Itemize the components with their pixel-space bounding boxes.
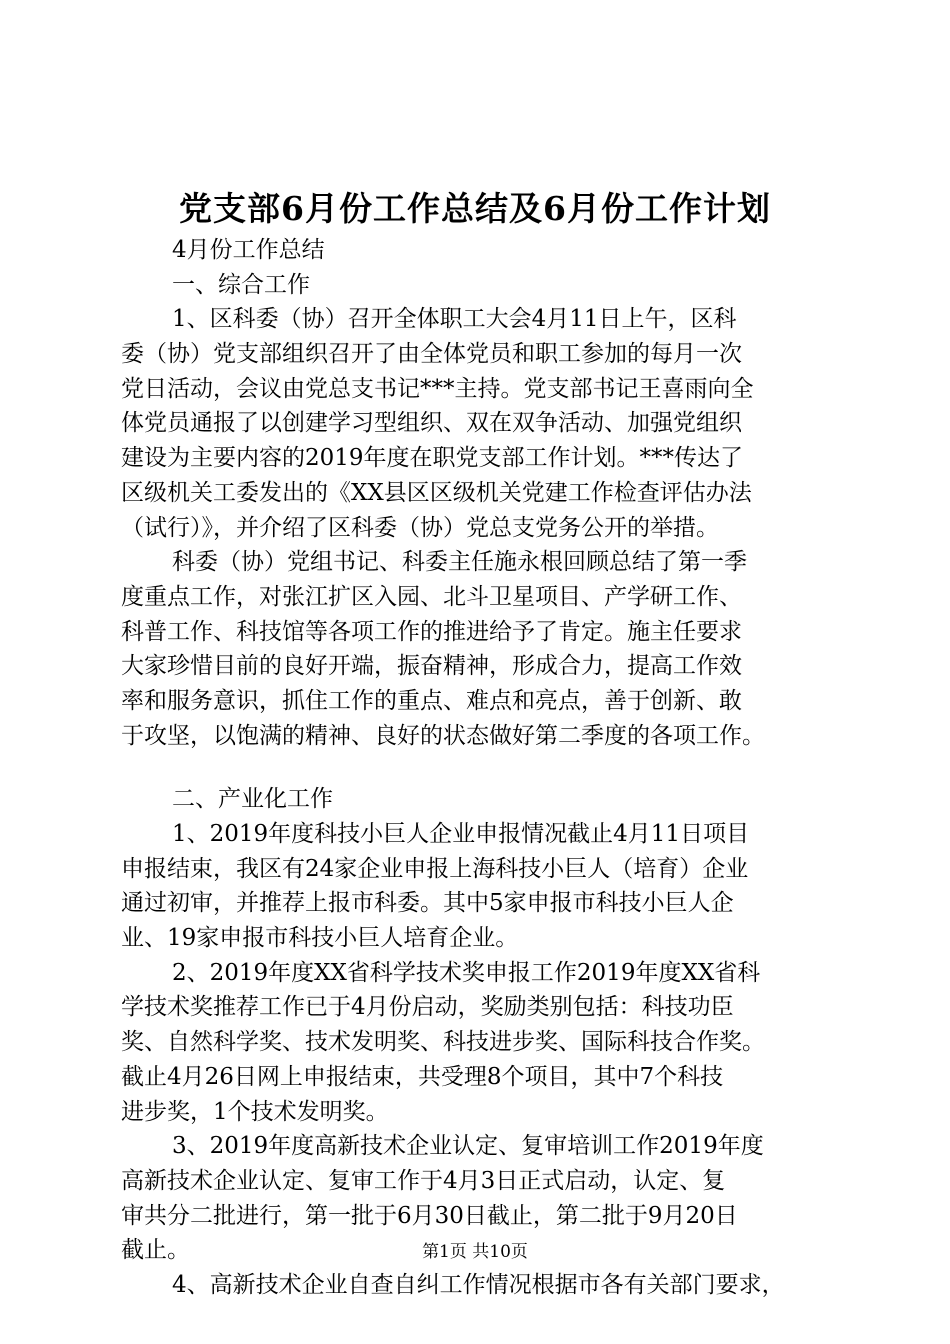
paragraph-line: 业、19家申报市科技小巨人培育企业。 [121,925,519,952]
paragraph-line: 高新技术企业认定、复审工作于4月3日正式启动，认定、复 [121,1167,726,1194]
paragraph-line: 4、高新技术企业自查自纠工作情况根据市各有关部门要求， [172,1271,785,1298]
paragraph-line: 区级机关工委发出的《XX县区区级机关党建工作检查评估办法 [121,479,752,506]
paragraph-line: 2、2019年度XX省科学技术奖申报工作2019年度XX省科 [172,959,761,986]
paragraph-line: 学技术奖推荐工作已于4月份启动，奖励类别包括：科技功臣 [121,994,734,1021]
paragraph-line: 通过初审，并推荐上报市科委。其中5家申报市科技小巨人企 [121,890,734,917]
paragraph-line: 体党员通报了以创建学习型组织、双在双争活动、加强党组织 [121,410,742,437]
paragraph-line: 大家珍惜目前的良好开端，振奋精神，形成合力，提高工作效 [121,653,742,680]
paragraph-line: （试行）》，并介绍了区科委（协）党总支党务公开的举措。 [121,514,719,541]
paragraph-line: 委（协）党支部组织召开了由全体党员和职工参加的每月一次 [121,341,742,368]
paragraph-line: 3、2019年度高新技术企业认定、复审培训工作2019年度 [172,1133,764,1160]
paragraph-line: 申报结束，我区有24家企业申报上海科技小巨人（培育）企业 [121,855,749,882]
section-heading-general-work: 一、综合工作 [172,271,310,298]
paragraph-line: 截止4月26日网上申报结束，共受理8个项目，其中7个科技 [121,1063,724,1090]
paragraph-line: 1、2019年度科技小巨人企业申报情况截止4月11日项目 [172,821,750,847]
paragraph-line: 科委（协）党组书记、科委主任施永根回顾总结了第一季 [172,549,747,576]
paragraph-line: 度重点工作，对张江扩区入园、北斗卫星项目、产学研工作、 [121,583,742,610]
paragraph-line: 建设为主要内容的2019年度在职党支部工作计划。***传达了 [121,445,744,472]
paragraph-line: 科普工作、科技馆等各项工作的推进给予了肯定。施主任要求 [121,618,742,645]
paragraph-line: 1、区科委（协）召开全体职工大会4月11日上午，区科 [172,306,737,333]
paragraph-line: 审共分二批进行，第一批于6月30日截止，第二批于9月20日 [121,1202,738,1229]
section-heading-april-summary: 4月份工作总结 [172,237,325,263]
page-footer: 第1页 共10页 [422,1242,528,1262]
paragraph-line: 于攻坚，以饱满的精神、良好的状态做好第二季度的各项工作。 [121,722,765,749]
document-body [121,233,833,1303]
paragraph-line: 进步奖，1个技术发明奖。 [121,1098,389,1125]
section-heading-industrialization: 二、产业化工作 [172,786,333,813]
paragraph-line: 截止。 [121,1237,190,1264]
paragraph-line: 率和服务意识，抓住工作的重点、难点和亮点，善于创新、敢 [121,687,742,714]
paragraph-line: 党日活动，会议由党总支书记***主持。党支部书记王喜雨向全 [121,375,754,402]
document-title: 党支部6月份工作总结及6月份工作计划 [179,189,771,228]
paragraph-line: 奖、自然科学奖、技术发明奖、科技进步奖、国际科技合作奖。 [121,1029,765,1056]
